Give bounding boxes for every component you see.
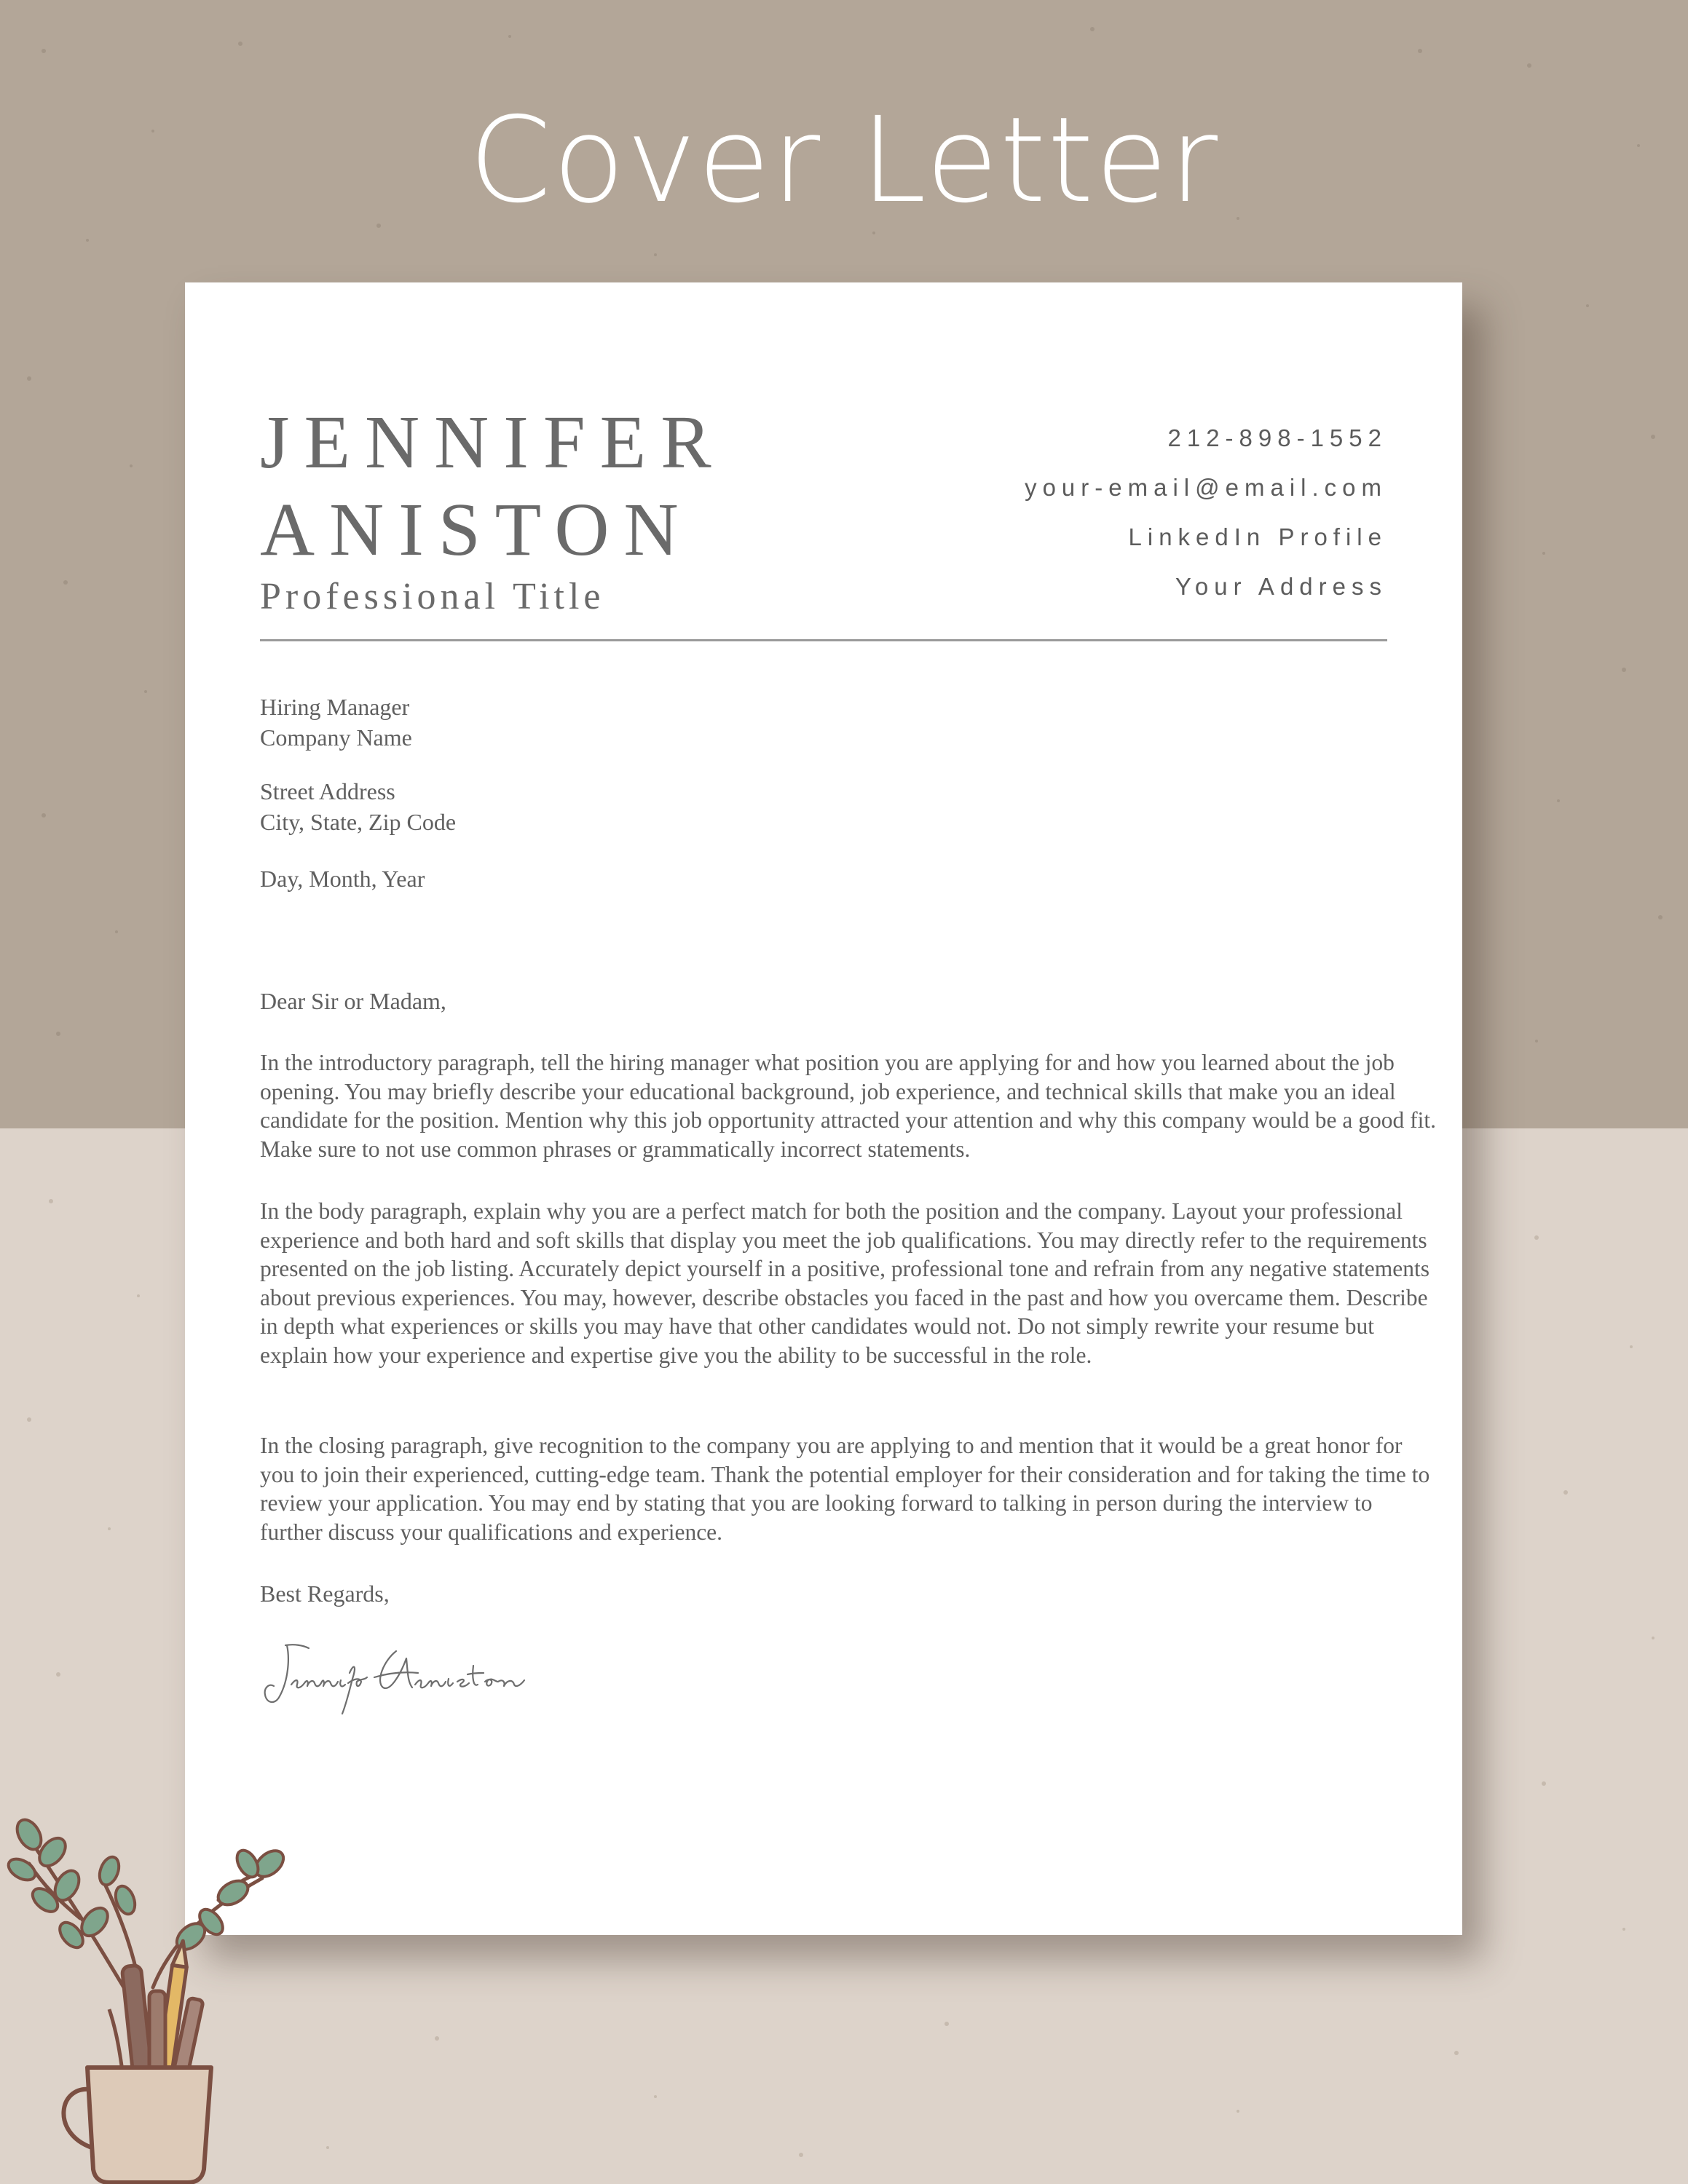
name-last: ANISTON [260, 488, 693, 571]
body-paragraph: In the body paragraph, explain why you are a perfect match for both the position and the company. Layout your professional experience and both hard and soft skills that display you meet the job qualifications. You may directly refer to the requirements presented on the job listing. Accurately depict yourself in a positive, professional tone and refrain from any negative statements about previous experiences. You may, however, describe obstacles you faced in the past and how you overcame them. Describe in depth what experiences or skills you may have that other candidates would not. Do not simply rewrite your resume but explain how your experience and expertise give you the ability to be successful in the role. [260, 1198, 1430, 1368]
handwritten-signature [258, 1637, 549, 1717]
sign-off-block [260, 1578, 390, 1609]
cover-letter-page [185, 282, 1462, 1935]
plant-pencil-cup-icon [0, 1791, 306, 2184]
recipient-street: Street Address [260, 778, 395, 804]
letter-date-block [260, 863, 425, 894]
email-address: your-email@email.com [1025, 474, 1387, 501]
professional-title: Professional Title [260, 576, 605, 617]
postal-address: Your Address [1175, 573, 1387, 600]
contact-info [1025, 414, 1387, 612]
banner-title: Cover Letter [468, 92, 1220, 229]
recipient-city-state-zip: City, State, Zip Code [260, 809, 457, 835]
name-first: JENNIFER [260, 400, 726, 484]
intro-paragraph: In the introductory paragraph, tell the hiring manager what position you are applying for and how you learned about the job opening. You may briefly describe your educational background, job experience, and technical skills that make you an ideal candidate for the position. Mention why this job opportunity attracted your attention and why this company would be a good fit. Make sure to not use common phrases or grammatically incorrect statements. [260, 1050, 1436, 1162]
salutation-block [260, 986, 446, 1016]
closing-paragraph: In the closing paragraph, give recognition to the company you are applying to and mention that it would be a great honor for you to join their experienced, cutting-edge team. Thank the potential employer for their consideration and for taking the time to review your application. You may end by stating that you are looking forward to talking in person during the interview to further discuss your qualifications and experience. [260, 1433, 1430, 1545]
recipient-company: Company Name [260, 724, 412, 751]
recipient-name: Hiring Manager [260, 694, 410, 720]
header-divider [260, 639, 1387, 641]
applicant-name [260, 399, 726, 574]
linkedin-profile: LinkedIn Profile [1128, 523, 1387, 550]
recipient-block [260, 692, 412, 753]
letter-date: Day, Month, Year [260, 866, 425, 892]
recipient-address-block [260, 776, 456, 837]
salutation: Dear Sir or Madam, [260, 988, 446, 1014]
sign-off: Best Regards, [260, 1580, 390, 1607]
phone-number: 212-898-1552 [1167, 424, 1387, 451]
